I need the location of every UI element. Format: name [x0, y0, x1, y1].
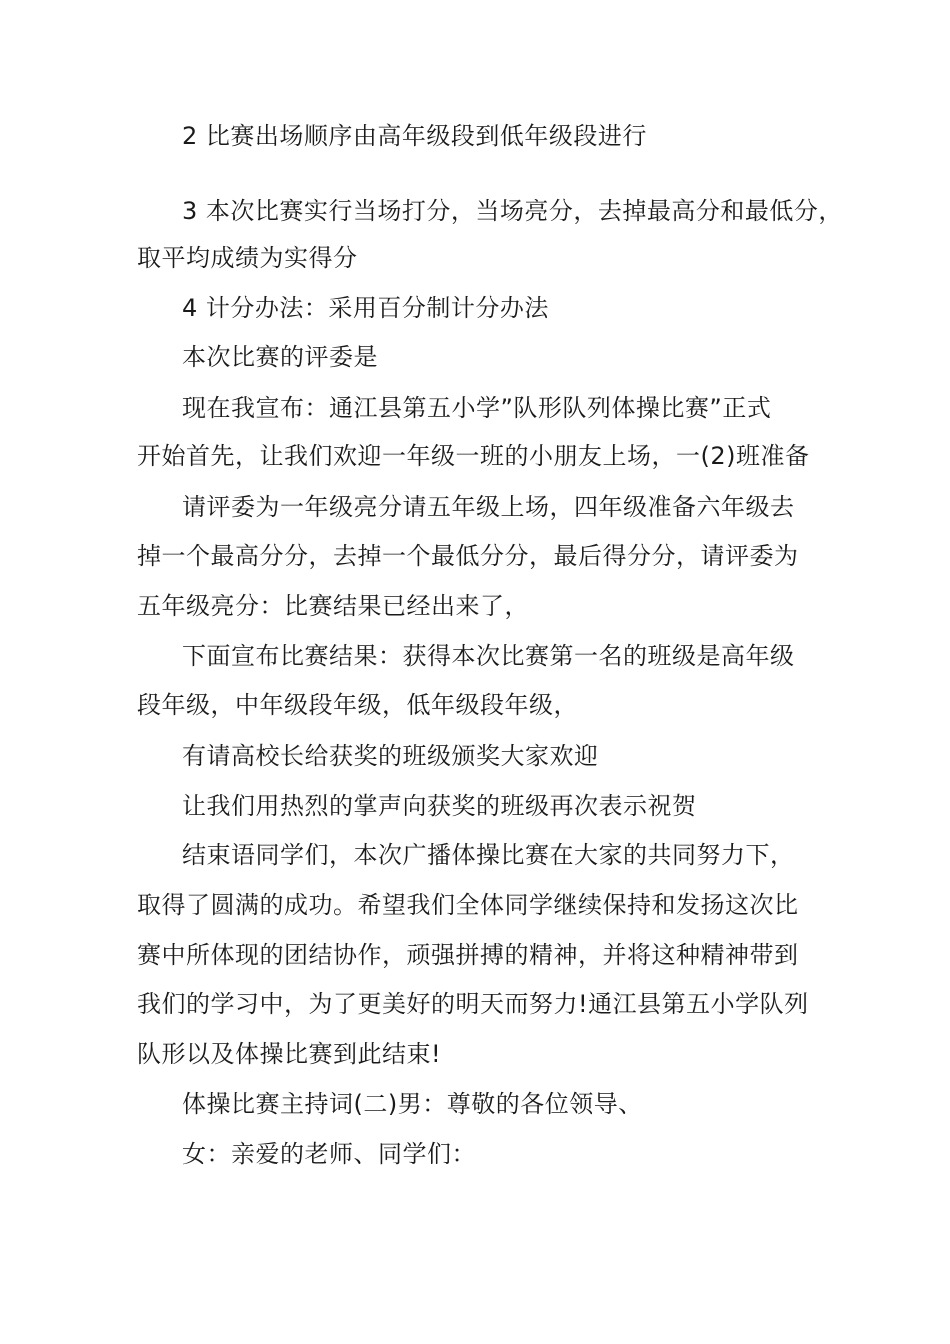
- text-line: 段年级，中年级段年级，低年级段年级，: [137, 691, 578, 719]
- text-line: 2 比赛出场顺序由高年级段到低年级段进行: [182, 122, 647, 150]
- text-line: 有请高校长给获奖的班级颁奖大家欢迎: [182, 742, 599, 770]
- text-line: 本次比赛的评委是: [182, 343, 378, 371]
- text-line: 我们的学习中，为了更美好的明天而努力!通江县第五小学队列: [137, 990, 809, 1018]
- text-line: 请评委为一年级亮分请五年级上场，四年级准备六年级去: [182, 493, 795, 521]
- text-line: 开始首先，让我们欢迎一年级一班的小朋友上场，一(2)班准备: [137, 442, 810, 470]
- text-line: 赛中所体现的团结协作，顽强拼搏的精神，并将这种精神带到: [137, 941, 799, 969]
- text-line: 现在我宣布：通江县第五小学”队形队列体操比赛”正式: [182, 394, 772, 422]
- text-line: 3 本次比赛实行当场打分，当场亮分，去掉最高分和最低分，: [182, 197, 843, 225]
- text-line: 体操比赛主持词(二)男：尊敬的各位领导、: [182, 1090, 643, 1118]
- text-line: 取得了圆满的成功。希望我们全体同学继续保持和发扬这次比: [137, 891, 799, 919]
- text-line: 让我们用热烈的掌声向获奖的班级再次表示祝贺: [182, 792, 697, 820]
- text-line: 结束语同学们，本次广播体操比赛在大家的共同努力下，: [182, 841, 795, 869]
- text-line: 五年级亮分：比赛结果已经出来了，: [137, 592, 529, 620]
- text-line: 下面宣布比赛结果：获得本次比赛第一名的班级是高年级: [182, 642, 795, 670]
- text-line: 女：亲爱的老师、同学们：: [182, 1140, 476, 1168]
- text-line: 掉一个最高分分，去掉一个最低分分，最后得分分，请评委为: [137, 542, 799, 570]
- text-line: 取平均成绩为实得分: [137, 244, 358, 272]
- text-line: 队形以及体操比赛到此结束!: [137, 1040, 442, 1068]
- text-line: 4 计分办法：采用百分制计分办法: [182, 294, 549, 322]
